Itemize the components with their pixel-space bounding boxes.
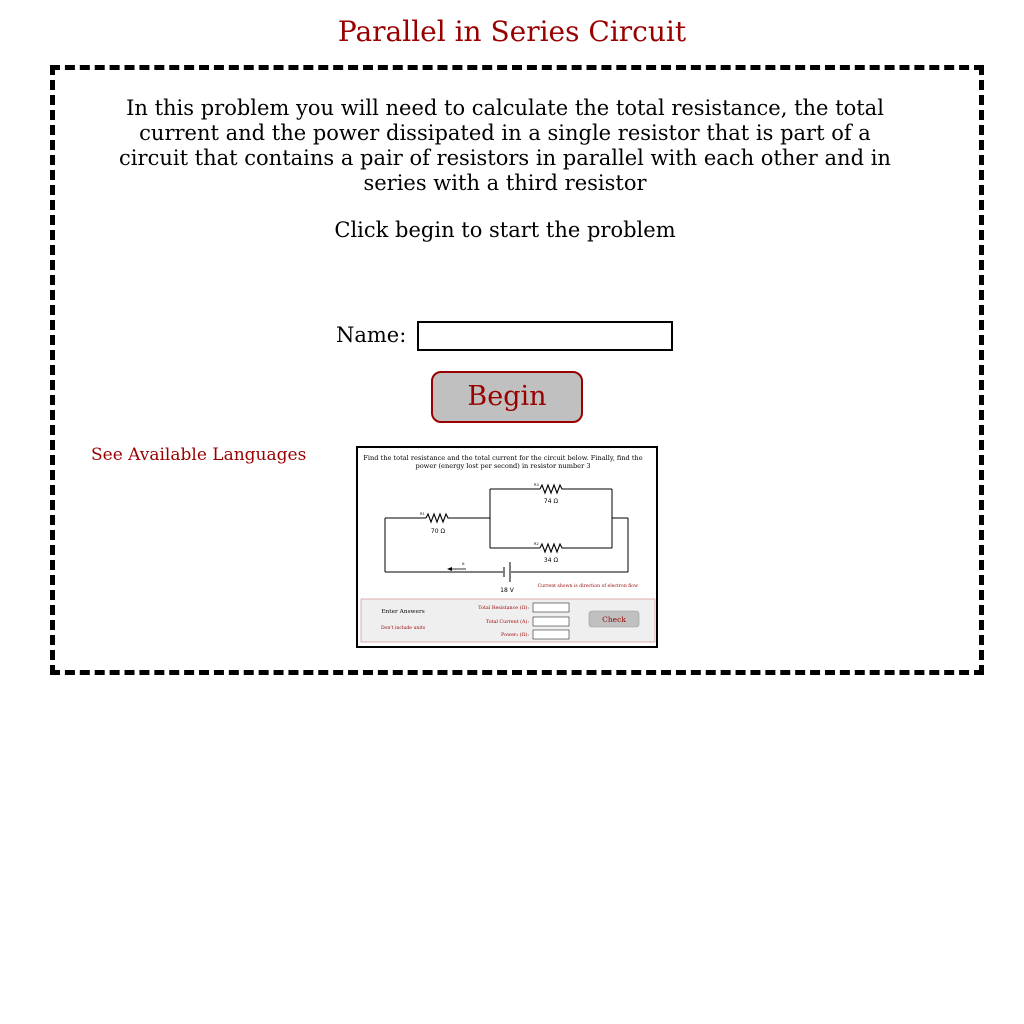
no-units-note: Don't include units [380, 626, 426, 631]
name-label: Name: [336, 323, 407, 347]
preview-instructions-2: power (energy lost per second) in resistor number 3 [415, 462, 591, 470]
resistor-bottom [540, 544, 564, 552]
circuit-preview [358, 448, 656, 646]
intro-text: In this problem you will need to calculate the total resistance, the total current and the power dissipated in a single resistor that is part of a circuit that contains a pair of resistors in parallel with each other and in series with a third resistor [119, 96, 891, 195]
begin-prompt: Click begin to start the problem [334, 218, 676, 242]
electron-flow-note: Current shown is direction of electron flow [537, 584, 638, 589]
total-resistance-label: Total Resistance (Ω): [478, 606, 529, 611]
current-arrow-icon [447, 567, 466, 571]
resistor-left [426, 514, 450, 522]
resistor-left-name: R1 [420, 512, 425, 516]
battery-value: 18 V [500, 587, 514, 594]
enter-answers-label: Enter Answers [381, 609, 425, 615]
total-current-label: Total Current (A): [485, 620, 529, 625]
resistor-top [540, 485, 564, 493]
see-available-languages-link[interactable]: See Available Languages [91, 445, 307, 465]
check-label: Check [602, 615, 626, 624]
circuit-wires [385, 489, 628, 572]
current-label: It [462, 561, 465, 566]
name-input[interactable] [417, 321, 673, 351]
page-title: Parallel in Series Circuit [337, 15, 687, 48]
power-label: Power₃ (Ω): [501, 633, 529, 638]
resistor-top-name: R3 [534, 483, 539, 487]
total-resistance-field [533, 603, 569, 612]
preview-instructions-1: Find the total resistance and the total current for the circuit below. Finally, find the [363, 454, 643, 462]
total-current-field [533, 617, 569, 626]
battery-icon [504, 562, 510, 582]
resistor-bottom-name: R2 [534, 542, 539, 546]
resistor-left-value: 70 Ω [430, 528, 446, 535]
resistor-bottom-value: 34 Ω [543, 557, 559, 564]
begin-button[interactable]: Begin [431, 371, 583, 423]
power-field [533, 630, 569, 639]
resistor-top-value: 74 Ω [543, 498, 559, 505]
problem-preview-image [356, 446, 658, 648]
